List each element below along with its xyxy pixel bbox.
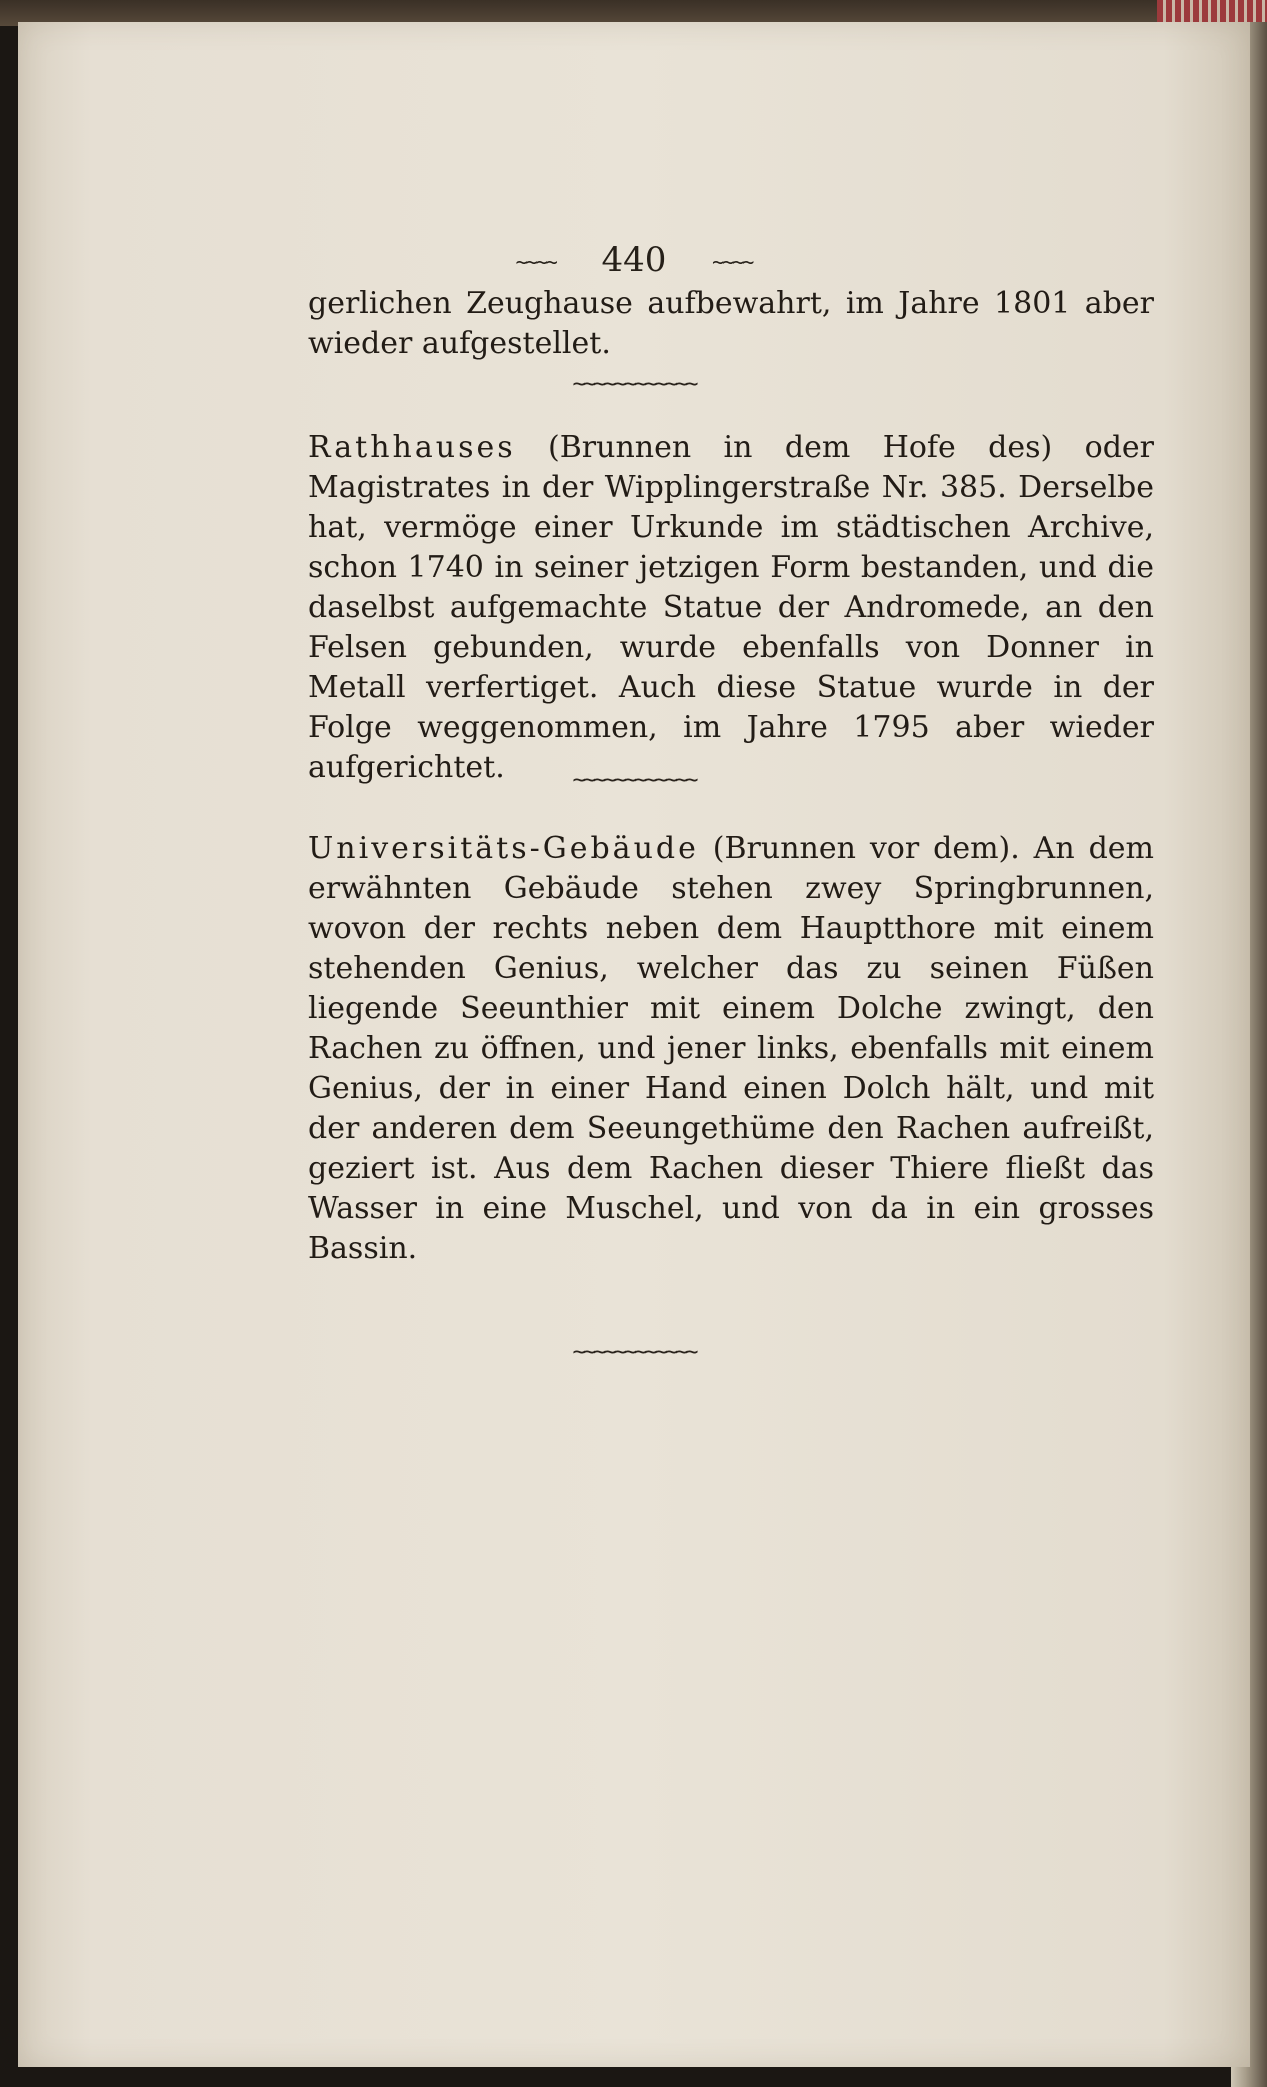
page-number: 440 [601, 240, 667, 280]
book-page [18, 22, 1250, 2067]
page-header [18, 240, 1250, 280]
header-ornament-right: ~~~~ [712, 250, 753, 274]
section-divider-end: ~~~~~~~~~~~~ [572, 1340, 696, 1365]
paragraph-text: (Brunnen in dem Hofe des) oder Magistrates in der Wipplingerstraße Nr. 385. Derselbe hat, vermöge einer Urkunde im städtischen Archive, schon 1740 in seiner jetzigen Form bestanden, und die daselbst aufgemachte Statue der Andromede, an den Felsen gebunden, wurde ebenfalls von Donner in Metall verfertiget. Auch diese Statue wurde in der Folge weggenommen, im Jahre 1795 aber wieder aufgerichtet. [308, 430, 1154, 785]
entry-heading: Universitäts-Gebäude [308, 831, 699, 866]
red-page-edge [1157, 0, 1267, 22]
paragraph-rathhaus [308, 428, 1154, 788]
paragraph-continuation [308, 284, 1154, 364]
entry-heading: Rathhauses [308, 430, 516, 465]
section-divider: ~~~~~~~~~~~~ [572, 372, 696, 397]
paragraph-universitaet [308, 829, 1154, 1269]
header-ornament-left: ~~~~ [515, 250, 556, 274]
paragraph-text: (Brunnen vor dem). An dem erwähnten Gebäude stehen zwey Springbrunnen, wovon der rechts neben dem Hauptthore mit einem stehenden Genius, welcher das zu seinen Füßen liegende Seeunthier mit einem Dolche zwingt, den Rachen zu öffnen, und jener links, ebenfalls mit einem Genius, der in einer Hand einen Dolch hält, und mit der anderen dem Seeungethüme den Rachen aufreißt, geziert ist. Aus dem Rachen dieser Thiere fließt das Wasser in eine Muschel, und von da in ein grosses Bassin. [308, 831, 1154, 1266]
paragraph-text: gerlichen Zeughause aufbewahrt, im Jahre 1801 aber wieder aufgestellet. [308, 286, 1154, 361]
section-divider: ~~~~~~~~~~~~ [572, 768, 696, 793]
